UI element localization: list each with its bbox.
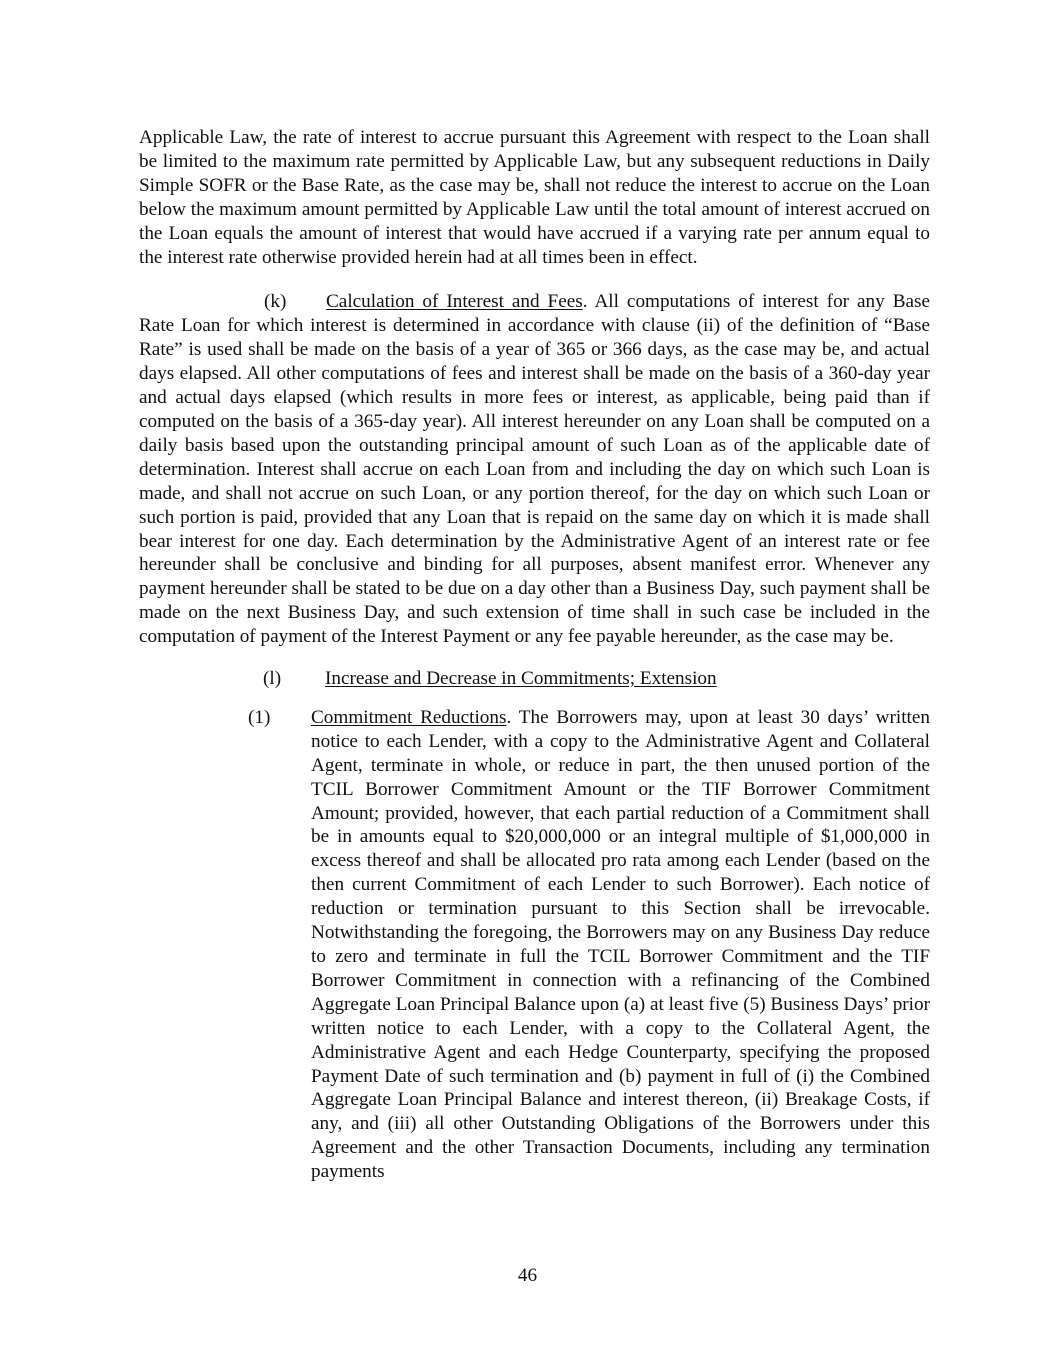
page-number: 46 xyxy=(517,1265,538,1286)
section-l-heading xyxy=(139,667,930,691)
item-1-body: . The Borrowers may, upon at least 30 days’ written notice to each Lender, with a copy to the Administrative Agent and Collateral Agent, terminate in whole, or reduce in part, the then unused portion of the TCIL Borrower Commitment Amount or the TIF Borrower Commitment Amount; provided, however, that each partial reduction of a Commitment shall be in amounts equal to $20,000,000 or an integral multiple of $1,000,000 in excess thereof and shall be allocated pro rata among each Lender (based on the then current Commitment of each Lender to such Borrower). Each notice of reduction or termination pursuant to this Section shall be irrevocable. Notwithstanding the foregoing, the Borrowers may on any Business Day reduce to zero and terminate in full the TCIL Borrower Commitment and the TIF Borrower Commitment in connection with a refinancing of the Combined Aggregate Loan Principal Balance upon (a) at least five (5) Business Days’ prior written notice to each Lender, with a copy to the Collateral Agent, the Administrative Agent and each Hedge Counterparty, specifying the proposed Payment Date of such termination and (b) payment in full of (i) the Combined Aggregate Loan Principal Balance and interest thereon, (ii) Breakage Costs, if any, and (iii) all other Outstanding Obligations of the Borrowers under this Agreement and the other Transaction Documents, including any termination payments xyxy=(311,706,930,1183)
section-k-title: Calculation of Interest and Fees xyxy=(326,291,583,313)
document-page xyxy=(139,126,930,1184)
continuation-paragraph: Applicable Law, the rate of interest to accrue pursuant this Agreement with respect to the Loan shall be limited to the maximum rate permitted by Applicable Law, but any subsequent reductions in Daily Simple SOFR or the Base Rate, as the case may be, shall not reduce the interest to accrue on the Loan below the maximum amount permitted by Applicable Law until the total amount of interest accrued on the Loan equals the amount of interest that would have accrued if a varying rate per annum equal to the interest rate otherwise provided herein had at all times been in effect. xyxy=(139,127,930,268)
section-l-label: (l) xyxy=(263,668,282,690)
item-1-paragraph xyxy=(311,706,930,1184)
section-k-paragraph xyxy=(139,290,930,649)
item-1 xyxy=(139,706,930,1184)
item-1-label: (1) xyxy=(248,706,271,728)
section-l-title: Increase and Decrease in Commitments; Extension xyxy=(325,668,717,690)
item-1-title: Commitment Reductions xyxy=(311,706,507,728)
section-k-body: . All computations of interest for any Base Rate Loan for which interest is determined in accordance with clause (ii) of the definition of “Base Rate” is used shall be made on the basis of a year of 365 or 366 days, as the case may be, and actual days elapsed. All other computations of fees and interest shall be made on the basis of a 360-day year and actual days elapsed (which results in more fees or interest, as applicable, being paid than if computed on the basis of a 365-day year). All interest hereunder on any Loan shall be computed on a daily basis based upon the outstanding principal amount of such Loan as of the applicable date of determination. Interest shall accrue on each Loan from and including the day on which such Loan is made, and shall not accrue on such Loan, or any portion thereof, for the day on which such Loan or such portion is paid, provided that any Loan that is repaid on the same day on which it is made shall bear interest for one day. Each determination by the Administrative Agent of an interest rate or fee hereunder shall be conclusive and binding for all purposes, absent manifest error. Whenever any payment hereunder shall be stated to be due on a day other than a Business Day, such payment shall be made on the next Business Day, and such extension of time shall in such case be included in the computation of payment of the Interest Payment or any fee payable hereunder, as the case may be. xyxy=(139,291,930,648)
section-k-label: (k) xyxy=(264,291,287,313)
